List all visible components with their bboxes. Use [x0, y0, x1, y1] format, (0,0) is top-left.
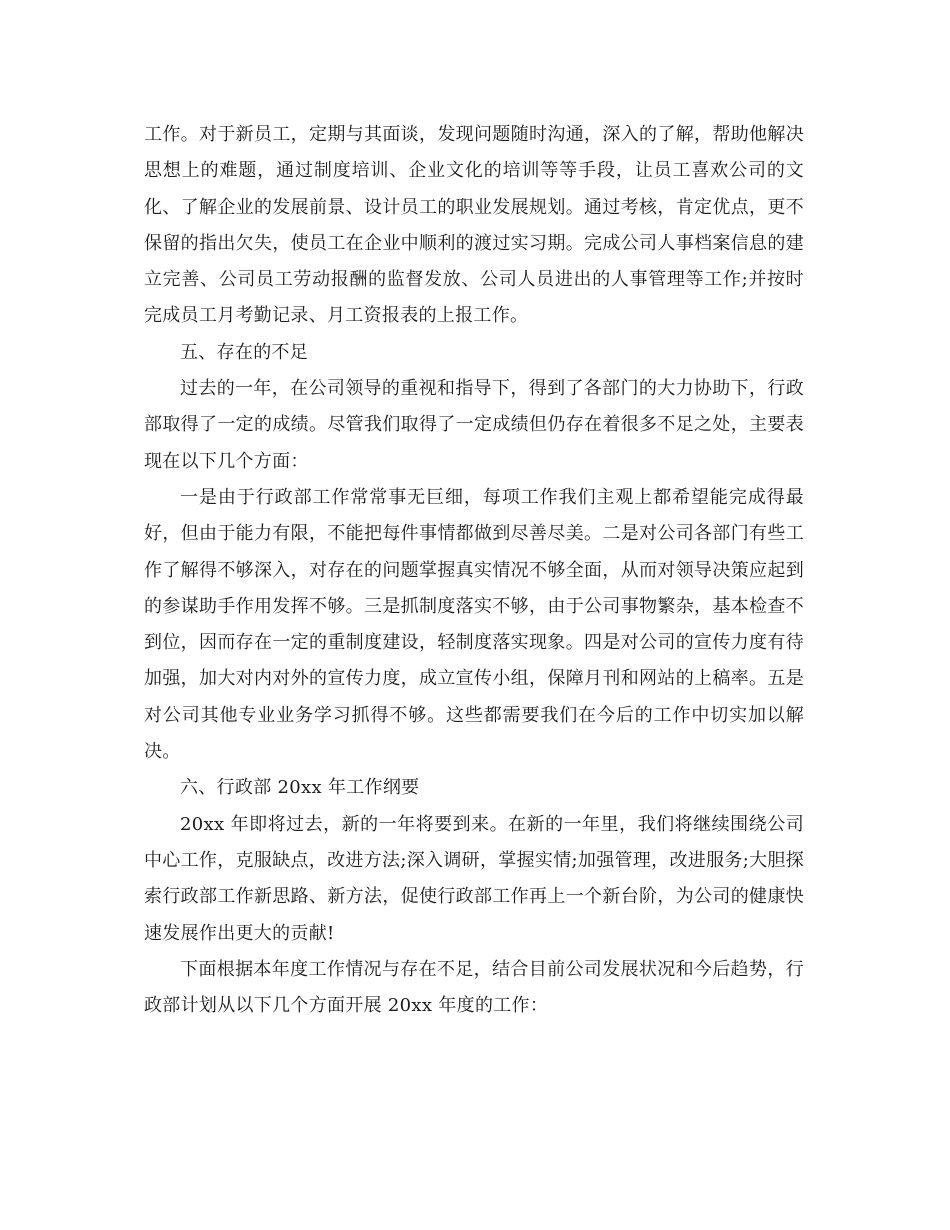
section-heading-work-outline: 六、行政部 20xx 年工作纲要 [180, 777, 420, 799]
paragraph-shortcomings-list: 一是由于行政部工作常常事无巨细，每项工作我们主观上都希望能完成得最好，但由于能力有限，不能把每件事情都做到尽善尽美。二是对公司各部门有些工作了解得不够深入，对存在的问题掌握真实情况不够全面，从而对领导决策应起到的参谋助手作用发挥不够。三是抓制度落实不够，由于公司事物繁杂，基本检查不到位，因而存在一定的重制度建设，轻制度落实现象。四是对公司的宣传力度有待加强，加大对内对外的宣传力度，成立宣传小组，保障月刊和网站的上稿率。五是对公司其他专业业务学习抓得不够。这些都需要我们在今后的工作中切实加以解决。 [144, 486, 804, 763]
section-heading-shortcomings: 五、存在的不足 [180, 341, 309, 363]
paragraph-work-plan-intro: 下面根据本年度工作情况与存在不足，结合目前公司发展状况和今后趋势，行政部计划从以下几个方面开展 20xx 年度的工作： [144, 958, 804, 1017]
paragraph-hr-work: 工作。对于新员工，定期与其面谈，发现问题随时沟通，深入的了解，帮助他解决思想上的难题，通过制度培训、企业文化的培训等等手段，让员工喜欢公司的文化、了解企业的发展前景、设计员工的职业发展规划。通过考核，肯定优点，更不保留的指出欠失，使员工在企业中顺利的渡过实习期。完成公司人事档案信息的建立完善、公司员工劳动报酬的监督发放、公司人员进出的人事管理等工作;并按时完成员工月考勤记录、月工资报表的上报工作。 [144, 124, 804, 327]
paragraph-shortcomings-intro: 过去的一年，在公司领导的重视和指导下，得到了各部门的大力协助下，行政部取得了一定的成绩。尽管我们取得了一定成绩但仍存在着很多不足之处，主要表现在以下几个方面： [144, 378, 804, 472]
paragraph-new-year-goals: 20xx 年即将过去，新的一年将要到来。在新的一年里，我们将继续围绕公司中心工作，克服缺点，改进方法;深入调研，掌握实情;加强管理，改进服务;大胆探索行政部工作新思路、新方法，促使行政部工作再上一个新台阶，为公司的健康快速发展作出更大的贡献! [144, 813, 804, 944]
document-body [144, 117, 804, 1024]
